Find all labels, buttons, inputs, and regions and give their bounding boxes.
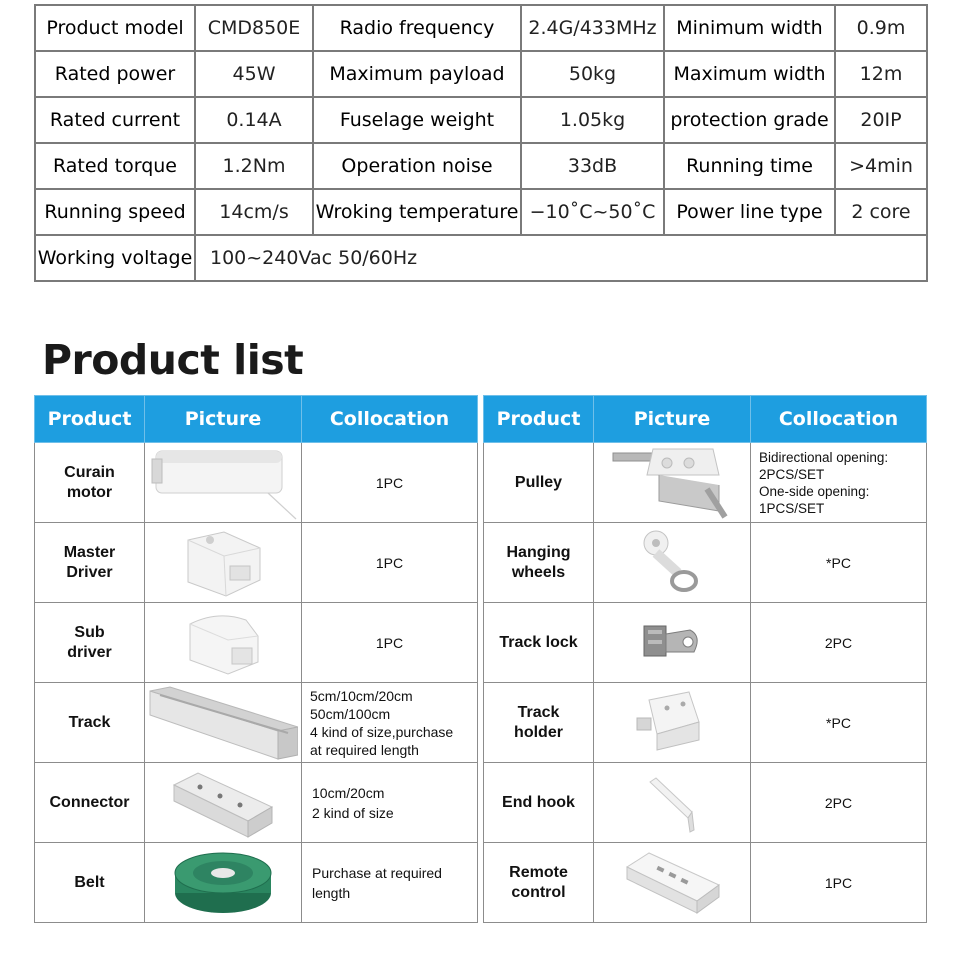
spec-label: Running speed: [35, 189, 195, 235]
spec-label: Maximum width: [664, 51, 835, 97]
product-picture: [145, 523, 302, 603]
spec-value: 45W: [195, 51, 313, 97]
track-holder-icon: [627, 688, 717, 758]
product-table-right: [483, 395, 927, 923]
spec-value: 1.2Nm: [195, 143, 313, 189]
header-collocation: Collocation: [751, 396, 927, 443]
spec-label: Radio frequency: [313, 5, 521, 51]
product-picture: [145, 603, 302, 683]
spec-row: [35, 5, 927, 51]
product-name: Belt: [35, 843, 145, 923]
spec-value: 12m: [835, 51, 927, 97]
end-hook-icon: [632, 768, 712, 838]
product-name: Sub driver: [35, 603, 145, 683]
collocation: 1PC: [302, 523, 478, 603]
spec-row: [35, 51, 927, 97]
spec-value: >4min: [835, 143, 927, 189]
spec-label: Rated current: [35, 97, 195, 143]
track-lock-icon: [632, 608, 712, 678]
table-header-row: [484, 396, 927, 443]
spec-value: 100~240Vac 50/60Hz: [195, 235, 927, 281]
spec-label: Minimum width: [664, 5, 835, 51]
hanging-wheel-icon: [632, 525, 712, 601]
spec-row: [35, 189, 927, 235]
spec-value: 14cm/s: [195, 189, 313, 235]
product-name: Track holder: [484, 683, 594, 763]
collocation: *PC: [751, 523, 927, 603]
header-product: Product: [35, 396, 145, 443]
collocation: 5cm/10cm/20cm 50cm/100cm 4 kind of size,purchase at required length: [302, 683, 478, 763]
collocation: 1PC: [302, 603, 478, 683]
table-header-row: [35, 396, 478, 443]
spec-value: −10˚C~50˚C: [521, 189, 664, 235]
spec-table: [34, 4, 928, 282]
belt-icon: [168, 845, 278, 921]
header-picture: Picture: [145, 396, 302, 443]
collocation: 1PC: [751, 843, 927, 923]
table-row: [484, 683, 927, 763]
spec-value: 1.05kg: [521, 97, 664, 143]
table-row: [484, 603, 927, 683]
product-name: Track lock: [484, 603, 594, 683]
table-row: [35, 843, 478, 923]
header-collocation: Collocation: [302, 396, 478, 443]
connector-icon: [168, 765, 278, 841]
collocation: Purchase at required length: [302, 843, 478, 923]
table-row: [35, 443, 478, 523]
table-row: [35, 683, 478, 763]
table-row: [484, 843, 927, 923]
product-picture: [594, 443, 751, 523]
product-table-left: [34, 395, 478, 923]
product-picture: [145, 843, 302, 923]
product-picture: [594, 603, 751, 683]
product-name: Curain motor: [35, 443, 145, 523]
product-picture: [145, 443, 302, 523]
master-driver-icon: [168, 526, 278, 600]
product-picture: [594, 523, 751, 603]
spec-row-voltage: [35, 235, 927, 281]
header-picture: Picture: [594, 396, 751, 443]
spec-value: 0.9m: [835, 5, 927, 51]
collocation: 2PC: [751, 603, 927, 683]
collocation: *PC: [751, 683, 927, 763]
spec-label: Power line type: [664, 189, 835, 235]
product-picture: [145, 683, 302, 763]
sub-driver-icon: [168, 606, 278, 680]
table-row: [35, 603, 478, 683]
table-row: [484, 763, 927, 843]
product-picture: [594, 683, 751, 763]
collocation: 10cm/20cm 2 kind of size: [302, 763, 478, 843]
curtain-motor-icon: [148, 445, 298, 521]
collocation: 1PC: [302, 443, 478, 523]
table-row: [484, 443, 927, 523]
collocation: 2PC: [751, 763, 927, 843]
product-name: Master Driver: [35, 523, 145, 603]
spec-label: Rated power: [35, 51, 195, 97]
spec-value: 33dB: [521, 143, 664, 189]
spec-row: [35, 97, 927, 143]
table-row: [35, 523, 478, 603]
spec-value: 2.4G/433MHz: [521, 5, 664, 51]
product-name: Track: [35, 683, 145, 763]
spec-value: 50kg: [521, 51, 664, 97]
spec-label: Maximum payload: [313, 51, 521, 97]
spec-label: Fuselage weight: [313, 97, 521, 143]
product-name: Remote control: [484, 843, 594, 923]
product-name: Connector: [35, 763, 145, 843]
spec-value: 20IP: [835, 97, 927, 143]
table-row: [35, 763, 478, 843]
product-picture: [594, 763, 751, 843]
product-name: Hanging wheels: [484, 523, 594, 603]
remote-control-icon: [617, 845, 727, 921]
spec-value: 0.14A: [195, 97, 313, 143]
product-picture: [145, 763, 302, 843]
header-product: Product: [484, 396, 594, 443]
product-name: Pulley: [484, 443, 594, 523]
spec-label: Product model: [35, 5, 195, 51]
track-icon: [148, 685, 298, 761]
product-picture: [594, 843, 751, 923]
product-name: End hook: [484, 763, 594, 843]
pulley-icon: [607, 445, 737, 521]
spec-label: Operation noise: [313, 143, 521, 189]
spec-row: [35, 143, 927, 189]
table-row: [484, 523, 927, 603]
spec-value: 2 core: [835, 189, 927, 235]
collocation: Bidirectional opening: 2PCS/SET One-side opening: 1PCS/SET: [751, 443, 927, 523]
spec-label: Wroking temperature: [313, 189, 521, 235]
spec-value: CMD850E: [195, 5, 313, 51]
spec-label: Working voltage: [35, 235, 195, 281]
spec-label: Rated torque: [35, 143, 195, 189]
spec-label: Running time: [664, 143, 835, 189]
section-title: Product list: [42, 336, 304, 384]
spec-label: protection grade: [664, 97, 835, 143]
